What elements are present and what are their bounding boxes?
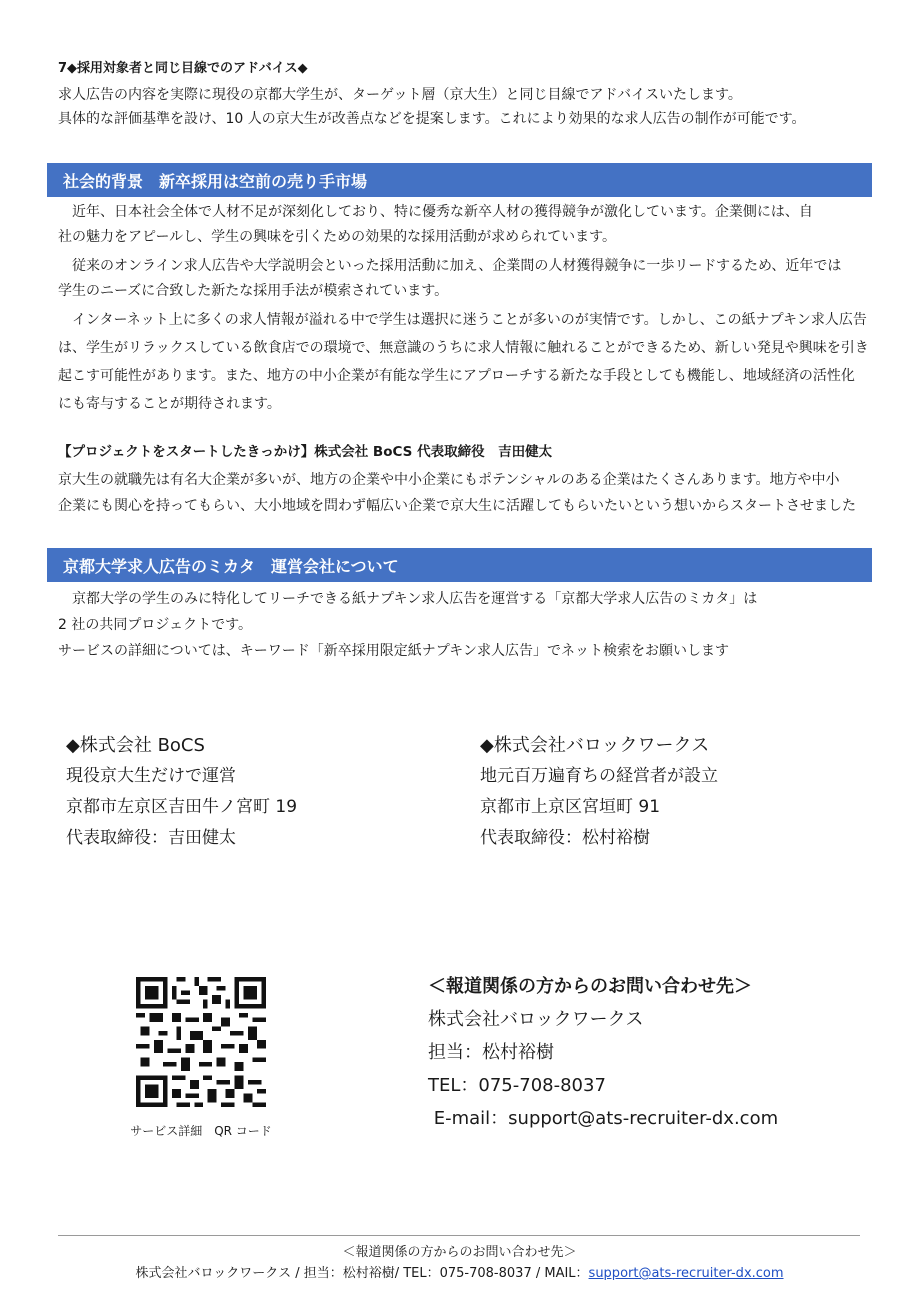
operators-line: 2 社の共同プロジェクトです。	[58, 617, 252, 633]
trigger-body	[58, 467, 856, 519]
company-desc: 現役京大生だけで運営	[66, 766, 236, 786]
contact-company: 株式会社バロックワークス	[428, 1009, 644, 1030]
trigger-line: 企業にも関心を持ってもらい、大小地域を問わず幅広い企業で京大生に活躍してもらいたいという想いからスタートさせました	[58, 498, 856, 514]
company-baroqueworks	[480, 731, 718, 854]
company-desc: 地元百万遍育ちの経営者が設立	[480, 766, 718, 786]
company-rep: 代表取締役：吉田健太	[66, 828, 236, 848]
advice-body	[58, 83, 805, 131]
contact-block	[428, 970, 778, 1135]
section-bar-background: 社会的背景 新卒採用は空前の売り手市場	[47, 163, 872, 197]
background-line: 従来のオンライン求人広告や大学説明会といった採用活動に加え、企業間の人材獲得競争に一歩リードするため、近年では	[58, 258, 842, 274]
company-name: ◆株式会社バロックワークス	[480, 735, 710, 756]
background-line: 近年、日本社会全体で人材不足が深刻化しており、特に優秀な新卒人材の獲得競争が激化しています。企業側には、自	[58, 204, 813, 220]
background-body	[58, 200, 869, 417]
background-line: 学生のニーズに合致した新たな採用手法が模索されています。	[58, 283, 449, 299]
company-rep: 代表取締役：松村裕樹	[480, 828, 650, 848]
background-line: インターネット上に多くの求人情報が溢れる中で学生は選択に迷うことが多いのが実情です。しかし、この紙ナプキン求人広告	[58, 312, 867, 328]
operators-body	[58, 586, 757, 664]
advice-heading: 7◆採用対象者と同じ目線でのアドバイス◆	[58, 61, 308, 76]
contact-person: 担当：松村裕樹	[428, 1042, 554, 1063]
footer-divider	[58, 1235, 860, 1236]
footer-contact-text: 株式会社バロックワークス / 担当：松村裕樹/ TEL：075-708-8037 / MAIL：	[135, 1266, 589, 1281]
advice-line: 具体的な評価基準を設け、10 人の京大生が改善点などを提案します。これにより効果的な求人広告の制作が可能です。	[58, 111, 806, 127]
advice-line: 求人広告の内容を実際に現役の京都大学生が、ターゲット層（京大生）と同じ目線でアドバイスいたします。	[58, 87, 742, 103]
contact-title: ＜報道関係の方からのお問い合わせ先＞	[428, 976, 752, 997]
trigger-line: 京大生の就職先は有名大企業が多いが、地方の企業や中小企業にもポテンシャルのある企業はたくさんあります。地方や中小	[58, 472, 840, 488]
background-line: 社の魅力をアピールし、学生の興味を引くための効果的な採用活動が求められています。	[58, 229, 617, 245]
footer-email-link[interactable]: support@ats-recruiter-dx.com	[588, 1266, 784, 1281]
company-address: 京都市左京区吉田牛ノ宮町 19	[66, 797, 298, 817]
qr-caption: サービス詳細 QR コード	[130, 1124, 272, 1138]
footer-info	[0, 1262, 919, 1281]
background-line: にも寄与することが期待されます。	[58, 396, 281, 412]
company-bocs	[66, 731, 297, 854]
background-line: 起こす可能性があります。また、地方の中小企業が有能な学生にアプローチする新たな手段としても機能し、地域経済の活性化	[58, 368, 855, 384]
contact-tel: TEL：075-708-8037	[428, 1075, 606, 1096]
qr-code-image[interactable]	[136, 977, 266, 1107]
company-name: ◆株式会社 BoCS	[66, 735, 205, 756]
operators-line: 京都大学の学生のみに特化してリーチできる紙ナプキン求人広告を運営する「京都大学求人広告のミカタ」は	[58, 591, 758, 607]
operators-line: サービスの詳細については、キーワード「新卒採用限定紙ナプキン求人広告」でネット検索をお願いします	[58, 643, 730, 659]
background-line: は、学生がリラックスしている飲食店での環境で、無意識のうちに求人情報に触れることができるため、新しい発見や興味を引き	[58, 340, 869, 356]
footer-title: ＜報道関係の方からのお問い合わせ先＞	[342, 1245, 577, 1260]
contact-email[interactable]: E-mail：support@ats-recruiter-dx.com	[428, 1108, 779, 1129]
section-bar-operators: 京都大学求人広告のミカタ 運営会社について	[47, 548, 872, 582]
trigger-heading: 【プロジェクトをスタートしたきっかけ】株式会社 BoCS 代表取締役 吉田健太	[58, 444, 553, 460]
company-address: 京都市上京区宮垣町 91	[480, 797, 661, 817]
